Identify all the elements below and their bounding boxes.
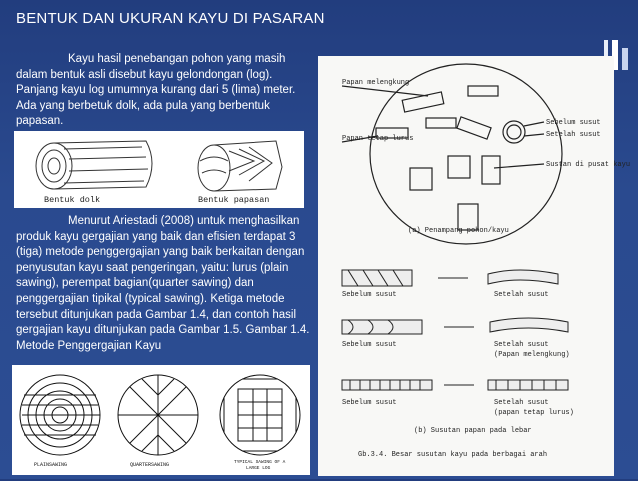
- intro-paragraph-text: Kayu hasil penebangan pohon yang masih dalam bentuk asli disebut kayu gelondongan (log). Panjang kayu log umumnya kurang dari 5 (lima) meter. Ada yang berbetuk dolk, ada pula yang berbentuk papasan.: [16, 53, 296, 128]
- typical-sawing-drawing: [220, 375, 300, 455]
- row2-after-sub: (Papan melengkung): [494, 351, 570, 359]
- row1-before: Sebelum susut: [342, 291, 397, 299]
- label-sebelum-susut: Sebelum susut: [546, 119, 601, 127]
- label-typical-1: TYPICAL SAWING OF A: [234, 460, 286, 465]
- quarter-sawing-drawing: [118, 375, 198, 455]
- trunk-cross-section: [342, 64, 562, 244]
- shrink-row-2: [342, 318, 568, 334]
- log-dolk-drawing: [36, 141, 152, 189]
- slide-title: BENTUK DAN UKURAN KAYU DI PASARAN: [16, 10, 325, 27]
- intro-paragraph: [16, 52, 296, 130]
- label-quartersawing: QUARTERSAWING: [130, 462, 170, 468]
- decor-bar: [622, 48, 628, 70]
- figure-wood-shrinkage: [318, 56, 631, 476]
- row2-after: Setelah susut: [494, 341, 549, 349]
- label-papan-tetap-lurus: Papan tetap lurus: [342, 135, 414, 143]
- row3-after-sub: (papan tetap lurus): [494, 409, 574, 417]
- plain-sawing-drawing: [20, 375, 100, 455]
- label-typical-2: LARGE LOG: [246, 466, 271, 471]
- row3-before: Sebelum susut: [342, 399, 397, 407]
- method-paragraph: [16, 214, 316, 354]
- method-paragraph-text: Menurut Ariestadi (2008) untuk menghasilkan produk kayu gergajian yang baik dan efisien terdapat 3 (tiga) metode penggergajian yang baik berkaitan dengan penyusutan kayu saat pengeringan, yaitu: lurus (plain sawing), perempat bagian(quarter sawing) dan penggergajian tipikal (typical sawing). Ketiga metode tersebut ditunjukan pada Gambar 1.4, dan contoh hasil gergajian kayu ditunjukan pada Gambar 1.5. Gambar 1.4. Metode Penggergajian Kayu: [16, 215, 310, 352]
- caption-main: Gb.3.4. Besar susutan kayu pada berbagai arah: [358, 451, 548, 459]
- log-shapes-illustration: [14, 131, 304, 208]
- label-setelah-susut: Setelah susut: [546, 131, 601, 139]
- label-papasan: Bentuk papasan: [198, 195, 270, 205]
- sawing-methods-illustration: [12, 365, 310, 475]
- shrink-row-3: [342, 380, 568, 390]
- shrink-row-1: [342, 270, 558, 286]
- caption-a: (a) Penampang pohon/kayu: [408, 227, 509, 235]
- label-susutan-pusat: Sustan di pusat kayu: [546, 161, 631, 169]
- wood-shrinkage-illustration: [318, 56, 631, 476]
- row3-after: Setelah susut: [494, 399, 549, 407]
- row1-after: Setelah susut: [494, 291, 549, 299]
- log-papasan-drawing: [198, 141, 282, 191]
- caption-b: (b) Susutan papan pada lebar: [414, 427, 532, 435]
- figure-sawing-methods: [12, 365, 310, 475]
- label-plainsawing: PLAINSAWING: [34, 462, 68, 468]
- label-papan-melengkung: Papan melengkung: [342, 79, 410, 87]
- label-dolk: Bentuk dolk: [44, 195, 101, 205]
- row2-before: Sebelum susut: [342, 341, 397, 349]
- figure-log-shapes: [14, 131, 304, 208]
